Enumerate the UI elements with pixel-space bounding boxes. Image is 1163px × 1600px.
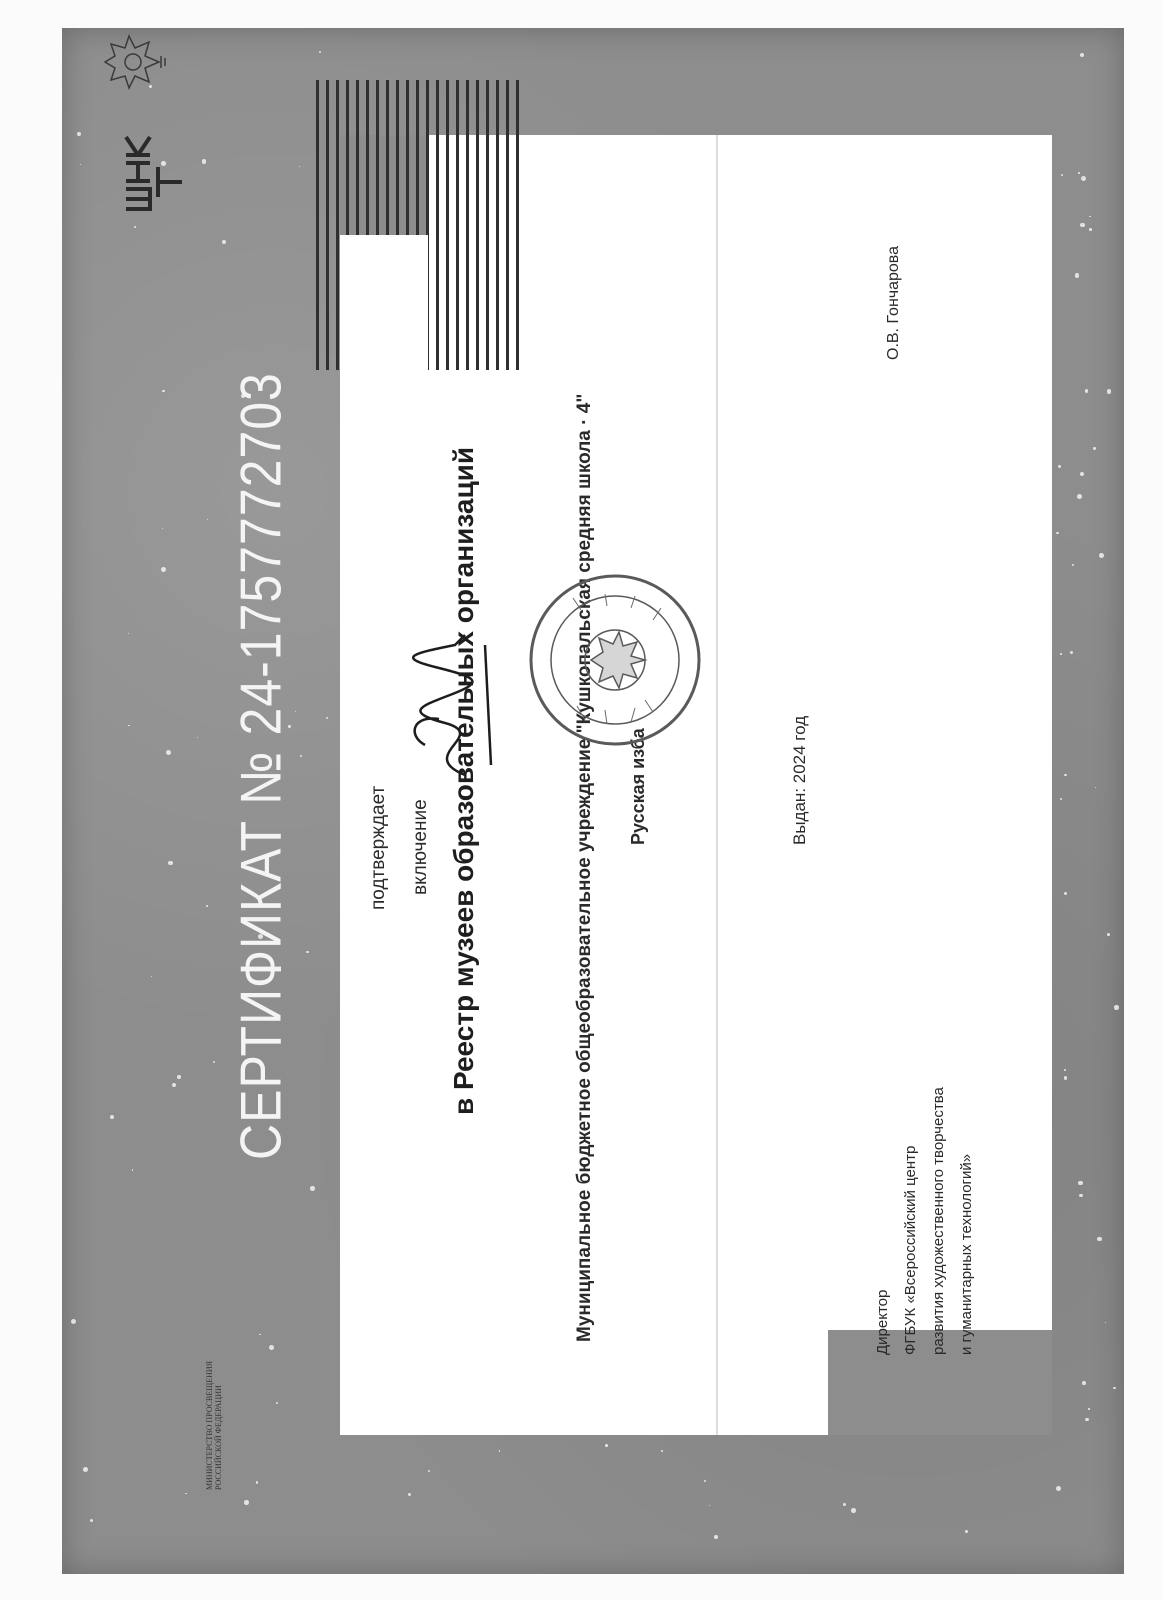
signatory-position-line2: ФГБУК «Всероссийский центр (902, 1145, 919, 1355)
certificate-title: СЕРТИФИКАТ № 24-1757772703 (228, 372, 294, 1160)
signatory-name: О.В. Гончарова (885, 245, 902, 360)
ministry-line2: РОССИЙСКОЙ ФЕДЕРАЦИИ (214, 1385, 223, 1490)
registry-heading: в Реестр музеев образовательных организаций (448, 446, 479, 1115)
confirms-text: подтверждает (368, 785, 389, 910)
signatory-position-line1: Директор (874, 1289, 891, 1355)
official-seal-icon (525, 570, 710, 750)
inclusion-text: включение (410, 799, 431, 895)
signatory-position-line3: развития художественного творчества (930, 1087, 947, 1355)
issue-date: Выдан: 2024 год (790, 715, 809, 845)
signature-icon (395, 625, 510, 785)
coat-of-arms-icon (95, 22, 180, 102)
vcht-logo-icon (118, 125, 193, 215)
institution-name: Муниципальное бюджетное общеобразовательное учреждение "Кушкопальская средняя школа · 4" (574, 393, 595, 1342)
ministry-label (205, 1361, 223, 1490)
ministry-line1: МИНИСТЕРСТВО ПРОСВЕЩЕНИЯ (205, 1360, 214, 1490)
museum-name: Русская изба (628, 728, 648, 845)
signatory-position-line4: и гуманитарных технологий» (958, 1153, 975, 1355)
